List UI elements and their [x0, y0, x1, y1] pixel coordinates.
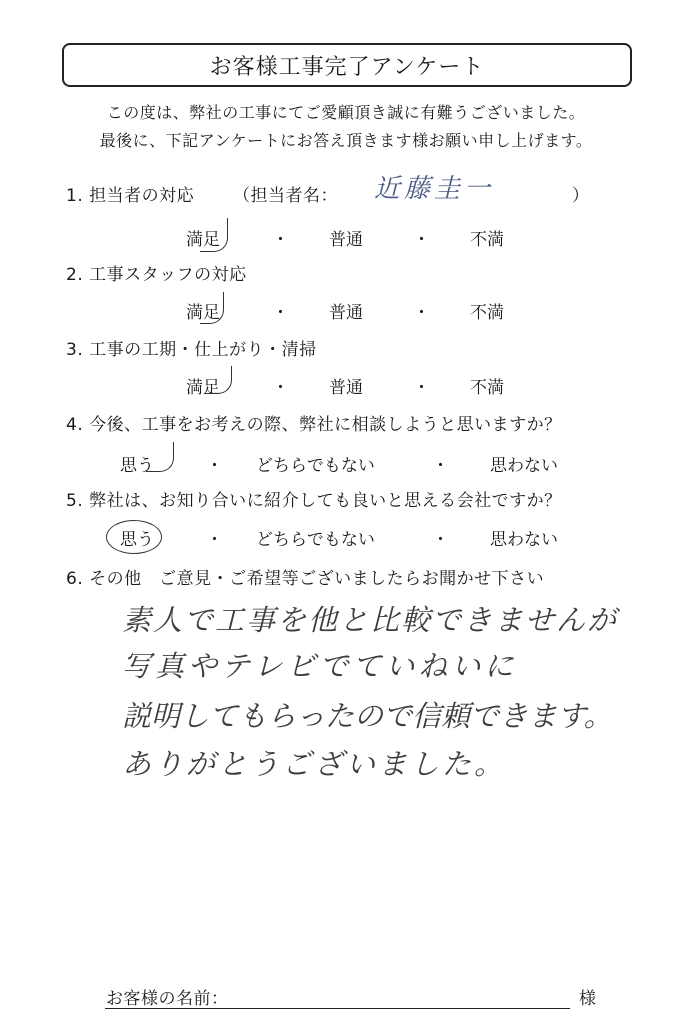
- customer-name-line: [105, 1008, 570, 1009]
- survey-title: お客様工事完了アンケート: [62, 43, 632, 87]
- separator: ・: [272, 230, 289, 250]
- q4-option-yes: 思う: [120, 456, 154, 476]
- honorific-sama: 様: [579, 989, 597, 1009]
- q2-option-dissatisfied: 不満: [470, 303, 504, 323]
- q1-option-normal: 普通: [329, 230, 363, 250]
- q4-selection-mark: [146, 442, 174, 472]
- q3-selection-mark: [204, 366, 232, 394]
- separator: ・: [206, 456, 223, 476]
- q1-selection-mark: [200, 218, 228, 252]
- q2-selection-mark: [200, 292, 224, 324]
- separator: ・: [272, 378, 289, 398]
- q5-option-neutral: どちらでもない: [256, 530, 375, 550]
- staff-name-handwritten: 近藤圭一: [374, 174, 495, 204]
- separator: ・: [413, 230, 430, 250]
- q3-option-satisfied: 満足: [186, 378, 220, 398]
- handwritten-answer-line-2: 写真やテレビでていねいに: [122, 649, 518, 683]
- q1-option-satisfied: 満足: [186, 230, 220, 250]
- separator: ・: [413, 303, 430, 323]
- question-5-label: 5. 弊社は、お知り合いに紹介しても良いと思える会社ですか？: [66, 491, 562, 511]
- handwritten-answer-line-4: ありがとうございました。: [122, 747, 507, 781]
- separator: ・: [206, 530, 223, 550]
- q5-option-no: 思わない: [490, 530, 558, 550]
- question-2-label: 2. 工事スタッフの対応: [66, 265, 247, 285]
- staff-name-close: ）: [572, 186, 590, 206]
- q2-option-satisfied: 満足: [186, 303, 220, 323]
- q4-option-no: 思わない: [490, 456, 558, 476]
- q1-option-dissatisfied: 不満: [470, 230, 504, 250]
- separator: ・: [413, 378, 430, 398]
- question-4-label: 4. 今後、工事をお考えの際、弊社に相談しようと思いますか？: [66, 415, 562, 435]
- separator: ・: [432, 456, 449, 476]
- q5-option-yes: 思う: [120, 530, 154, 550]
- q3-option-dissatisfied: 不満: [470, 378, 504, 398]
- q4-option-neutral: どちらでもない: [256, 456, 375, 476]
- q3-option-normal: 普通: [329, 378, 363, 398]
- separator: ・: [272, 303, 289, 323]
- intro-line-1: この度は、弊社の工事にてご愛顧頂き誠に有難うございました。: [106, 103, 586, 122]
- intro-line-2: 最後に、下記アンケートにお答え頂きます様お願い申し上げます。: [99, 131, 593, 150]
- handwritten-answer-line-1: 素人で工事を他と比較できませんが: [122, 603, 619, 637]
- customer-name-label: お客様の名前：: [106, 989, 229, 1009]
- question-6-label: 6. その他 ご意見・ご希望等ございましたらお聞かせ下さい: [66, 569, 545, 589]
- question-1-label: 1. 担当者の対応: [66, 186, 195, 206]
- question-3-label: 3. 工事の工期・仕上がり・清掃: [66, 340, 317, 360]
- staff-name-label: （担当者名：: [233, 186, 338, 206]
- handwritten-answer-line-3: 説明してもらったので信頼できます。: [122, 699, 613, 733]
- separator: ・: [432, 530, 449, 550]
- q2-option-normal: 普通: [329, 303, 363, 323]
